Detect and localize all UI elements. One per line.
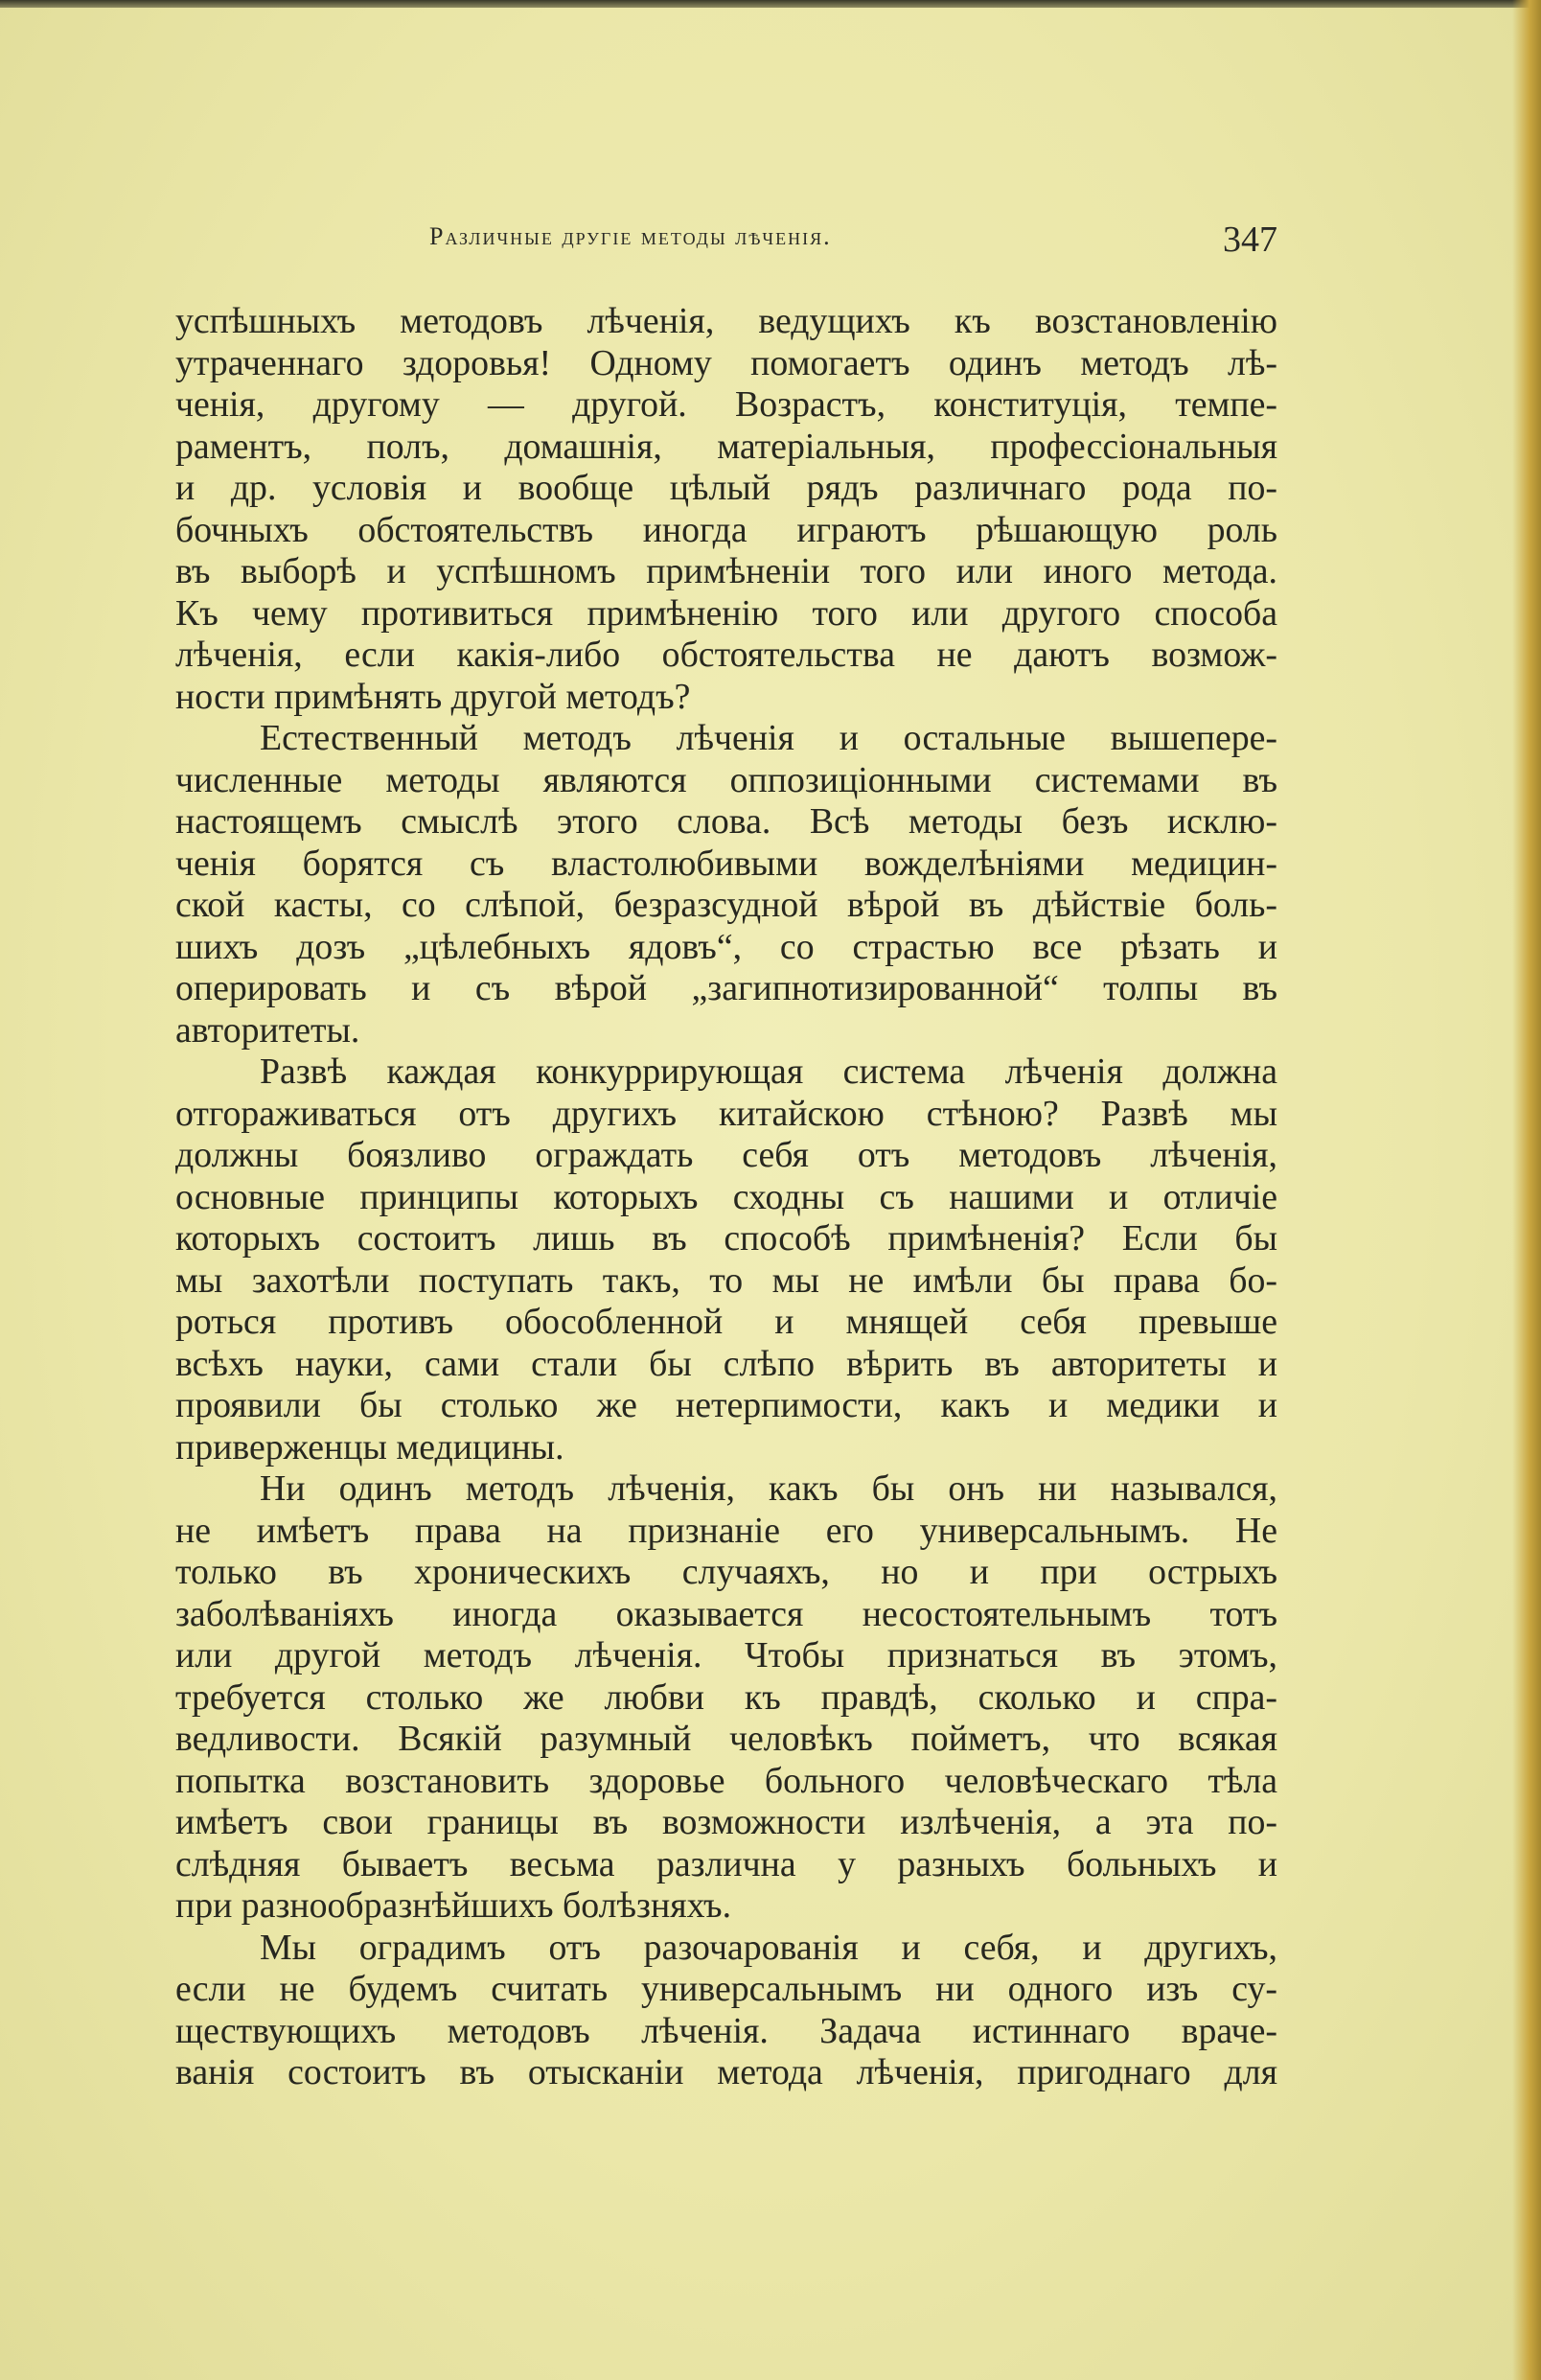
- text-line: ществующихъ методовъ лѣченія. Задача истиннаго враче-: [175, 2010, 1277, 2051]
- text-line: оперировать и съ вѣрой „загипнотизированной“ толпы въ: [175, 968, 1277, 1008]
- text-line: заболѣваніяхъ иногда оказывается несостоятельнымъ тотъ: [175, 1593, 1277, 1634]
- text-line: которыхъ состоитъ лишь въ способѣ примѣненія? Если бы: [175, 1218, 1277, 1259]
- text-line: всѣхъ науки, сами стали бы слѣпо вѣрить въ авторитеты и: [175, 1343, 1277, 1384]
- text-line: или другой методъ лѣченія. Чтобы признаться въ этомъ,: [175, 1635, 1277, 1675]
- text-line: Развѣ каждая конкуррирующая система лѣченія должна: [260, 1051, 1277, 1092]
- text-line: въ выборѣ и успѣшномъ примѣненіи того или иного метода.: [175, 551, 1277, 591]
- text-line: Мы оградимъ отъ разочарованія и себя, и другихъ,: [260, 1927, 1277, 1968]
- text-line: шихъ дозъ „цѣлебныхъ ядовъ“, со страстью все рѣзать и: [175, 926, 1277, 967]
- text-line: и др. условія и вообще цѣлый рядъ различнаго рода по-: [175, 468, 1277, 508]
- text-line: успѣшныхъ методовъ лѣченія, ведущихъ къ возстановленію: [175, 301, 1277, 341]
- text-line: ской касты, со слѣпой, безразсудной вѣрой въ дѣйствіе боль-: [175, 885, 1277, 925]
- text-line: лѣченія, если какія-либо обстоятельства не даютъ возмож-: [175, 635, 1277, 675]
- text-line: слѣдняя бываетъ весьма различна у разныхъ больныхъ и: [175, 1843, 1277, 1884]
- text-line: если не будемъ считать универсальнымъ ни одного изъ су-: [175, 1969, 1277, 2009]
- text-line: ности примѣнять другой методъ?: [175, 676, 691, 717]
- text-line: требуется столько же любви къ правдѣ, сколько и спра-: [175, 1676, 1277, 1718]
- text-line: настоящемъ смыслѣ этого слова. Всѣ методы безъ исклю-: [175, 801, 1277, 842]
- text-line: при разнообразнѣйшихъ болѣзняхъ.: [175, 1885, 732, 1926]
- text-line: ченія, другому — другой. Возрастъ, конституція, темпе-: [175, 384, 1277, 425]
- text-line: утраченнаго здоровья! Одному помогаетъ одинъ методъ лѣ-: [175, 342, 1277, 383]
- text-line: бочныхъ обстоятельствъ иногда играютъ рѣшающую роль: [175, 509, 1277, 550]
- text-line: ченія борятся съ властолюбивыми вожделѣніями медицин-: [175, 843, 1277, 884]
- text-line: Ни одинъ методъ лѣченія, какъ бы онъ ни назывался,: [260, 1468, 1277, 1509]
- running-header: [175, 219, 1277, 261]
- page-number: 347: [1223, 220, 1277, 260]
- page-top-edge: [0, 0, 1541, 8]
- text-line: должны боязливо ограждать себя отъ методовъ лѣченія,: [175, 1135, 1277, 1175]
- text-line: имѣетъ свои границы въ возможности излѣченія, а эта по-: [175, 1802, 1277, 1842]
- text-line: проявили бы столько же нетерпимости, какъ и медики и: [175, 1385, 1277, 1425]
- text-line: ведливости. Всякій разумный человѣкъ пойметъ, что всякая: [175, 1719, 1277, 1759]
- body-text: [175, 301, 1277, 2094]
- text-line: Къ чему противиться примѣненію того или другого способа: [175, 592, 1277, 634]
- text-line: раментъ, полъ, домашнія, матеріальныя, профессіональныя: [175, 426, 1277, 467]
- text-line: основные принципы которыхъ сходны съ нашими и отличіе: [175, 1176, 1277, 1217]
- text-line: не имѣетъ права на признаніе его универсальнымъ. Не: [175, 1510, 1277, 1551]
- page-right-edge: [1512, 0, 1541, 2380]
- text-line: ванія состоитъ въ отысканіи метода лѣченія, пригоднаго для: [175, 2052, 1277, 2092]
- text-line: Естественный методъ лѣченія и остальные вышепере-: [260, 718, 1277, 758]
- text-line: авторитеты.: [175, 1009, 360, 1051]
- text-line: мы захотѣли поступать такъ, то мы не имѣли бы права бо-: [175, 1259, 1277, 1301]
- text-line: только въ хроническихъ случаяхъ, но и при острыхъ: [175, 1552, 1277, 1592]
- running-title: Различные другіе методы лѣченія.: [429, 222, 832, 250]
- text-line: попытка возстановить здоровье больного человѣческаго тѣла: [175, 1760, 1277, 1801]
- text-line: отгораживаться отъ другихъ китайскою стѣною? Развѣ мы: [175, 1093, 1277, 1134]
- text-line: приверженцы медицины.: [175, 1426, 564, 1467]
- text-line: численные методы являются оппозиціонными системами въ: [175, 759, 1277, 800]
- text-line: роться противъ обособленной и мнящей себя превыше: [175, 1302, 1277, 1342]
